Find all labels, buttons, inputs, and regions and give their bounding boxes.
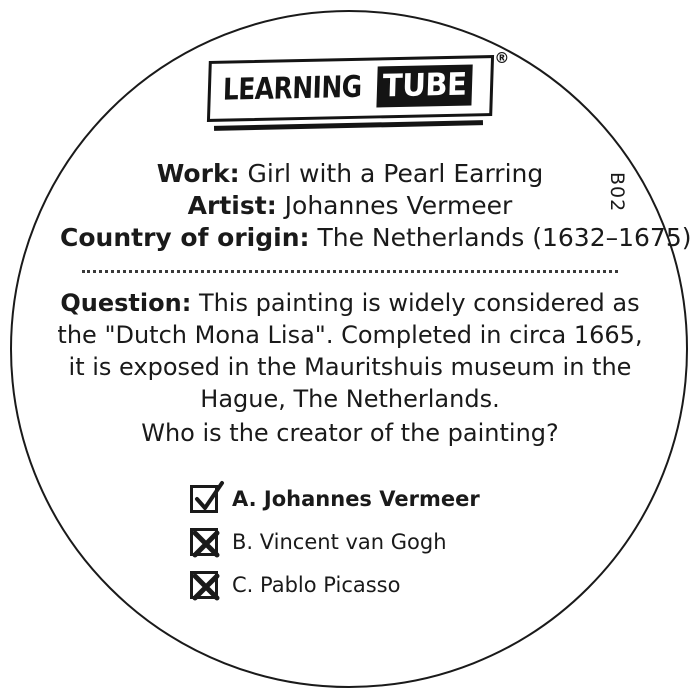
card-code: B02 (606, 172, 628, 213)
info-sep-work: : (229, 159, 240, 188)
answer-label-a: A. Johannes Vermeer (232, 487, 480, 511)
info-value-work: Girl with a Pearl Earring (247, 159, 544, 188)
logo-learning-text: LEARNING (221, 69, 362, 108)
info-value-country: The Netherlands (1632–1675) (317, 223, 692, 252)
registered-trademark-icon: ® (494, 49, 510, 67)
artwork-info (60, 158, 692, 254)
info-label-artist: Artist (187, 191, 267, 220)
question-sep: : (181, 289, 192, 317)
logo-tube-text: TUBE (376, 64, 472, 107)
answer-label-b: B. Vincent van Gogh (232, 530, 447, 554)
logo (0, 49, 700, 119)
checkbox-a[interactable] (190, 485, 218, 513)
info-sep-artist: : (266, 191, 277, 220)
info-row-country (60, 222, 692, 254)
info-label-work: Work (156, 159, 230, 188)
cross-icon (188, 565, 228, 605)
info-value-artist: Johannes Vermeer (284, 191, 513, 220)
info-row-artist (60, 190, 640, 222)
answer-list (0, 485, 700, 599)
question-prompt: Who is the creator of the painting? (141, 419, 559, 447)
question-label: Question (60, 289, 182, 317)
answer-option-b[interactable] (190, 528, 510, 556)
question-block (55, 287, 645, 449)
check-icon (188, 479, 228, 519)
info-row-work (60, 158, 640, 190)
answer-label-c: C. Pablo Picasso (232, 573, 401, 597)
cross-icon (188, 522, 228, 562)
answer-option-c[interactable] (190, 571, 510, 599)
checkbox-b[interactable] (190, 528, 218, 556)
question-body: This painting is widely considered as the "Dutch Mona Lisa". Completed in circa 1665, it is exposed in the Mauritshuis museum in the Hague, The Netherlands. (57, 289, 643, 413)
info-label-country: Country of origin (60, 223, 300, 252)
dotted-divider (82, 270, 618, 273)
info-sep-country: : (299, 223, 310, 252)
checkbox-c[interactable] (190, 571, 218, 599)
answer-option-a[interactable] (190, 485, 510, 513)
